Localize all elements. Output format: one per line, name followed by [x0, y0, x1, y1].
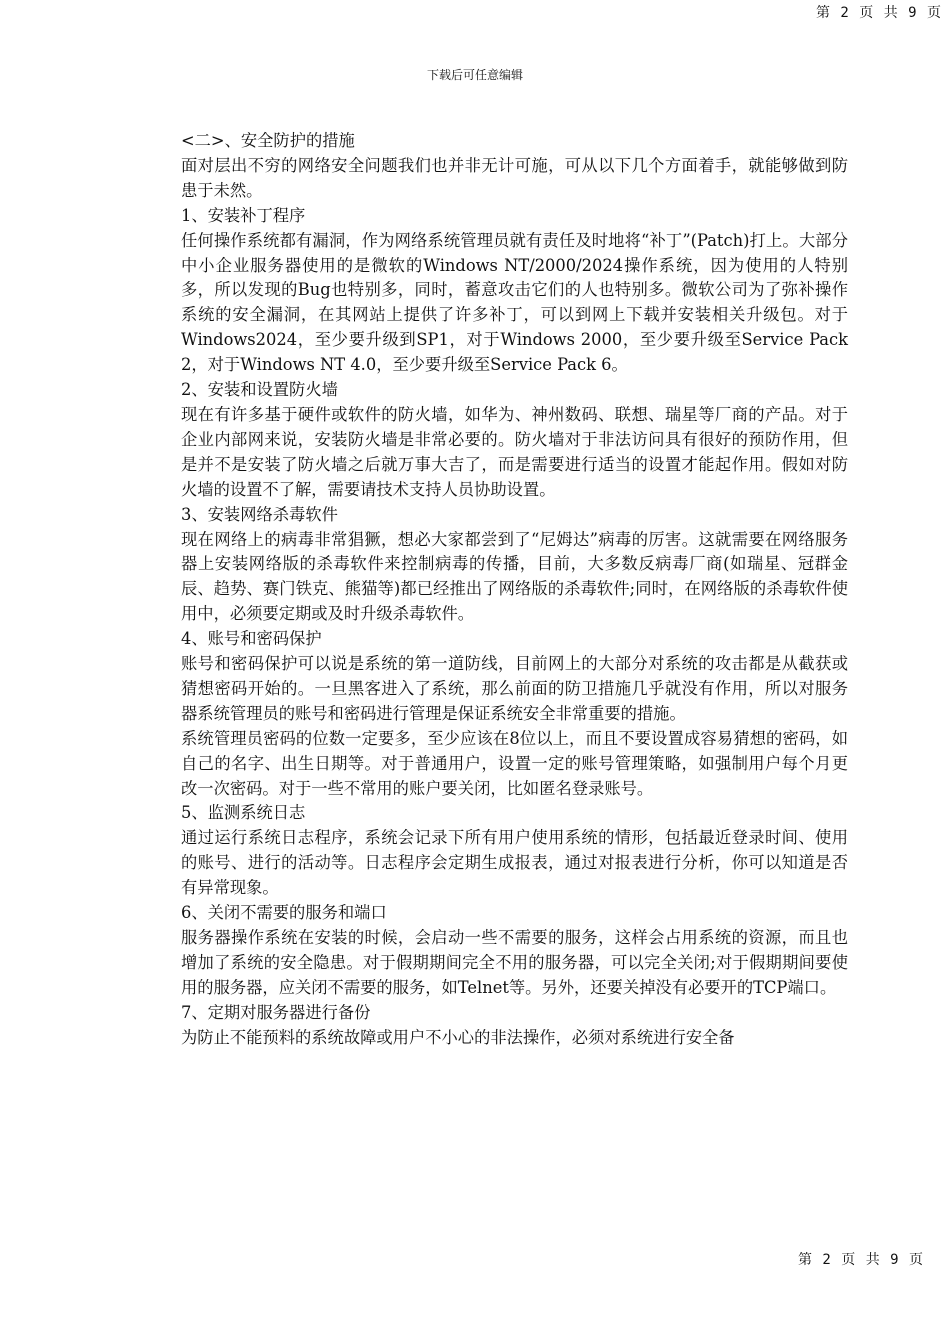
document-body: [181, 129, 848, 1051]
item-heading-5: 5、监测系统日志: [181, 803, 306, 823]
item-body-1: 任何操作系统都有漏洞，作为网络系统管理员就有责任及时地将“补丁”(Patch)打上。大部分中小企业服务器使用的是微软的Windows NT/2000/2024操作系统，因为使用的人特别多，所以发现的Bug也特别多，同时，蓄意攻击它们的人也特别多。微软公司为了弥补操作系统的安全漏洞，在其网站上提供了许多补丁，可以到网上下载并安装相关升级包。对于Windows2024，至少要升级到SP1，对于Windows 2000，至少要升级至Service Pack 2，对于Windows NT 4.0，至少要升级至Service Pack 6。: [181, 230, 848, 375]
item-body-5: 通过运行系统日志程序，系统会记录下所有用户使用系统的情形，包括最近登录时间、使用的账号、进行的活动等。日志程序会定期生成报表，通过对报表进行分析，你可以知道是否有异常现象。: [181, 828, 848, 898]
item-body-6: 服务器操作系统在安装的时候，会启动一些不需要的服务，这样会占用系统的资源，而且也增加了系统的安全隐患。对于假期期间完全不用的服务器，可以完全关闭;对于假期期间要使用的服务器，应关闭不需要的服务，如Telnet等。另外，还要关掉没有必要开的TCP端口。: [181, 928, 848, 997]
item-body-3: 现在网络上的病毒非常猖獗，想必大家都尝到了“尼姆达”病毒的厉害。这就需要在网络服务器上安装网络版的杀毒软件来控制病毒的传播，目前，大多数反病毒厂商(如瑞星、冠群金辰、趋势、赛门铁克、熊猫等)都已经推出了网络版的杀毒软件;同时，在网络版的杀毒软件使用中，必须要定期或及时升级杀毒软件。: [181, 529, 848, 624]
item-heading-1: 1、安装补丁程序: [181, 205, 306, 225]
item-body-2: 现在有许多基于硬件或软件的防火墙，如华为、神州数码、联想、瑞星等厂商的产品。对于企业内部网来说，安装防火墙是非常必要的。防火墙对于非法访问具有很好的预防作用，但是并不是安装了防火墙之后就万事大吉了，而是需要进行适当的设置才能起作用。假如对防火墙的设置不了解，需要请技术支持人员协助设置。: [181, 404, 848, 499]
item-body-7: 为防止不能预料的系统故障或用户不小心的非法操作，必须对系统进行安全备: [181, 1027, 735, 1047]
item-heading-2: 2、安装和设置防火墙: [181, 380, 338, 400]
item-heading-4: 4、账号和密码保护: [181, 629, 322, 649]
item-heading-3: 3、安装网络杀毒软件: [181, 504, 338, 524]
header-page-indicator: 第 2 页 共 9 页: [815, 5, 942, 21]
item-heading-6: 6、关闭不需要的服务和端口: [181, 903, 387, 923]
item-body-4b: 系统管理员密码的位数一定要多，至少应该在8位以上，而且不要设置成容易猜想的密码，如自己的名字、出生日期等。对于普通用户，设置一定的账号管理策略，如强制用户每个月更改一次密码。对于一些不常用的账户要关闭，比如匿名登录账号。: [181, 728, 848, 798]
item-body-4a: 账号和密码保护可以说是系统的第一道防线，目前网上的大部分对系统的攻击都是从截获或猜想密码开始的。一旦黑客进入了系统，那么前面的防卫措施几乎就没有作用，所以对服务器系统管理员的账号和密码进行管理是保证系统安全非常重要的措施。: [181, 654, 848, 723]
intro-paragraph: 面对层出不穷的网络安全问题我们也并非无计可施，可从以下几个方面着手，就能够做到防患于未然。: [181, 155, 848, 200]
download-note: 下载后可任意编辑: [426, 68, 523, 82]
footer-page-indicator: 第 2 页 共 9 页: [798, 1252, 925, 1268]
section-heading: <二>、安全防护的措施: [181, 131, 355, 150]
item-heading-7: 7、定期对服务器进行备份: [181, 1002, 371, 1022]
